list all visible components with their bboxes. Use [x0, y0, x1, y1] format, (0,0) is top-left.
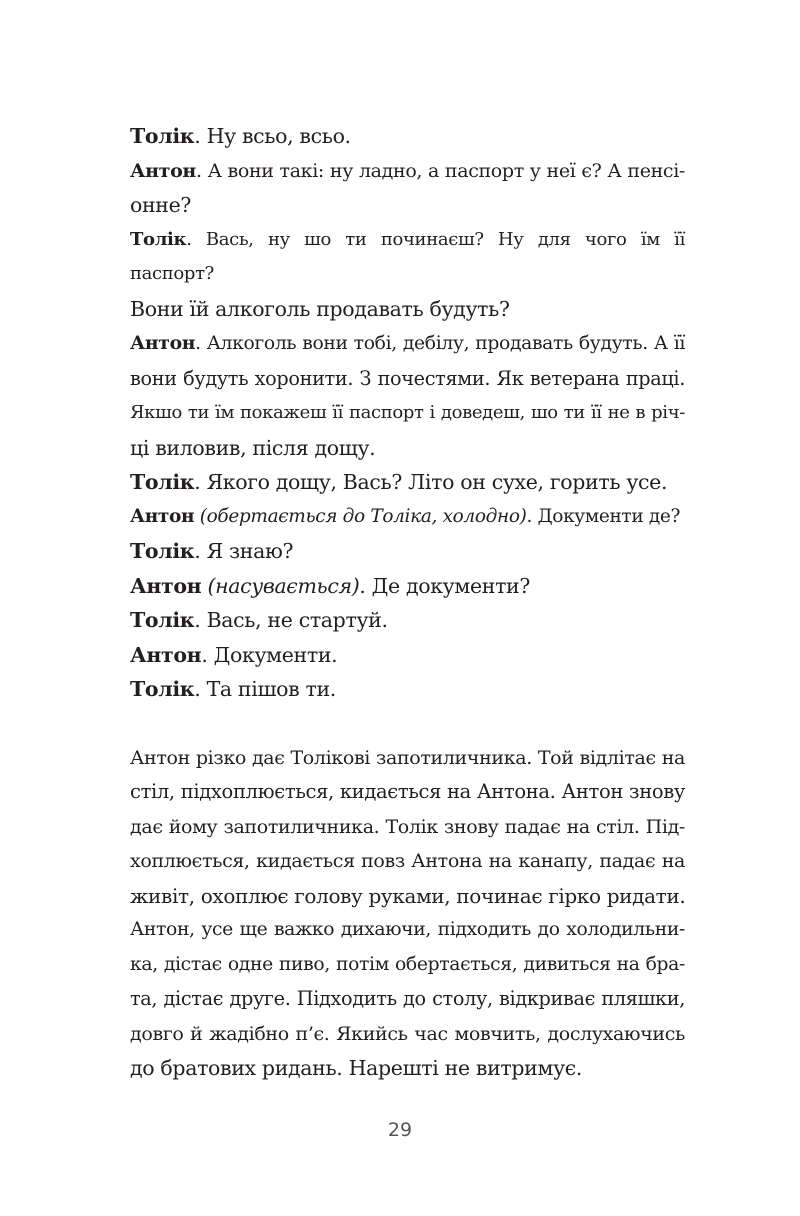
line-text: ці виловив, після дощу.: [130, 435, 376, 460]
line-text: онне?: [130, 193, 192, 217]
line-text: . Та пішов ти.: [194, 677, 336, 701]
line-text: Вони їй алкоголь продавать будуть?: [130, 296, 510, 321]
line-text: . Документи де?: [526, 505, 681, 527]
line-text: . Алкоголь вони тобі, дебілу, продавать будуть. А її: [195, 333, 685, 354]
stage-direction: (насувається): [201, 573, 360, 598]
speaker-name: Толік: [130, 124, 195, 148]
line-text: . Якого дощу, Вась? Літо он сухе, горить усе.: [194, 470, 668, 494]
line-text: . А вони такі: ну ладно, а паспорт у неї є? А пенсі-: [195, 159, 685, 182]
dialogue-line-continuation: [130, 292, 685, 327]
speaker-name: Антон: [130, 642, 202, 667]
speaker-name: Антон: [130, 159, 196, 182]
dialogue-line-continuation: [130, 396, 685, 431]
dialogue-line: [130, 603, 685, 638]
narrative-line: хоплюється, кидається повз Антона на канапу, падає на: [130, 850, 685, 872]
line-text: Якшо ти їм покажеш її паспорт і доведеш, шо ти її не в річ-: [130, 402, 685, 423]
narrative-line: до братових ридань. Нарешті не витримує.: [130, 1056, 583, 1080]
line-text: . Ну всьо, всьо.: [194, 124, 351, 148]
dialogue-line: [130, 119, 685, 154]
dialogue-line: [130, 500, 685, 535]
line-text: . Вась, ну шо ти починаєш? Ну для чого їм її паспорт?: [130, 228, 685, 284]
dialogue-line: [130, 154, 685, 189]
dialogue-line-continuation: [130, 362, 685, 397]
speaker-name: Антон: [130, 332, 196, 354]
speaker-name: Толік: [130, 228, 187, 250]
narrative-line: стіл, підхоплюється, кидається на Антона. Антон знову: [130, 780, 685, 803]
line-text: . Де документи?: [359, 573, 531, 598]
stage-direction: (обертається до Толіка, холодно): [194, 505, 527, 527]
narrative-line: Антон, усе ще важко дихаючи, підходить до холодильни-: [130, 919, 685, 940]
narrative-line: живіт, охоплює голову руками, починає гірко ридати.: [130, 883, 686, 908]
paragraph-gap: [130, 707, 685, 741]
speaker-name: Антон: [130, 573, 202, 598]
narrative-line: дає йому запотиличника. Толік знову падає на стіл. Під-: [130, 815, 685, 838]
dialogue-line: [130, 223, 685, 292]
dialogue-line: [130, 534, 685, 569]
dialogue-line-continuation: [130, 188, 685, 223]
narrative-line: довго й жадібно п’є. Якийсь час мовчить, дослухаючись: [130, 1022, 685, 1045]
narrative-line: ка, дістає одне пиво, потім обертається, дивиться на бра-: [130, 953, 685, 975]
dialogue-line: [130, 638, 685, 673]
narrative-line: Антон різко дає Толікові запотиличника. Той відлітає на: [130, 746, 685, 769]
speaker-name: Толік: [130, 470, 195, 494]
page-body: [130, 119, 685, 1086]
speaker-name: Толік: [130, 677, 195, 701]
dialogue-line: [130, 465, 685, 500]
dialogue-line-continuation: [130, 431, 685, 466]
speaker-name: Антон: [130, 505, 195, 527]
line-text: . Документи.: [201, 642, 338, 667]
page-number: 29: [387, 1119, 413, 1141]
dialogue-line: [130, 672, 685, 707]
line-text: . Я знаю?: [194, 539, 294, 563]
line-text: вони будуть хоронити. З почестями. Як ветерана праці.: [130, 366, 685, 390]
narrative-line: та, дістає друге. Підходить до столу, відкриває пляшки,: [130, 987, 685, 1010]
dialogue-line: [130, 326, 685, 362]
speaker-name: Толік: [130, 539, 195, 563]
speaker-name: Толік: [130, 608, 195, 632]
dialogue-line: [130, 569, 685, 604]
line-text: . Вась, не стартуй.: [194, 608, 388, 632]
